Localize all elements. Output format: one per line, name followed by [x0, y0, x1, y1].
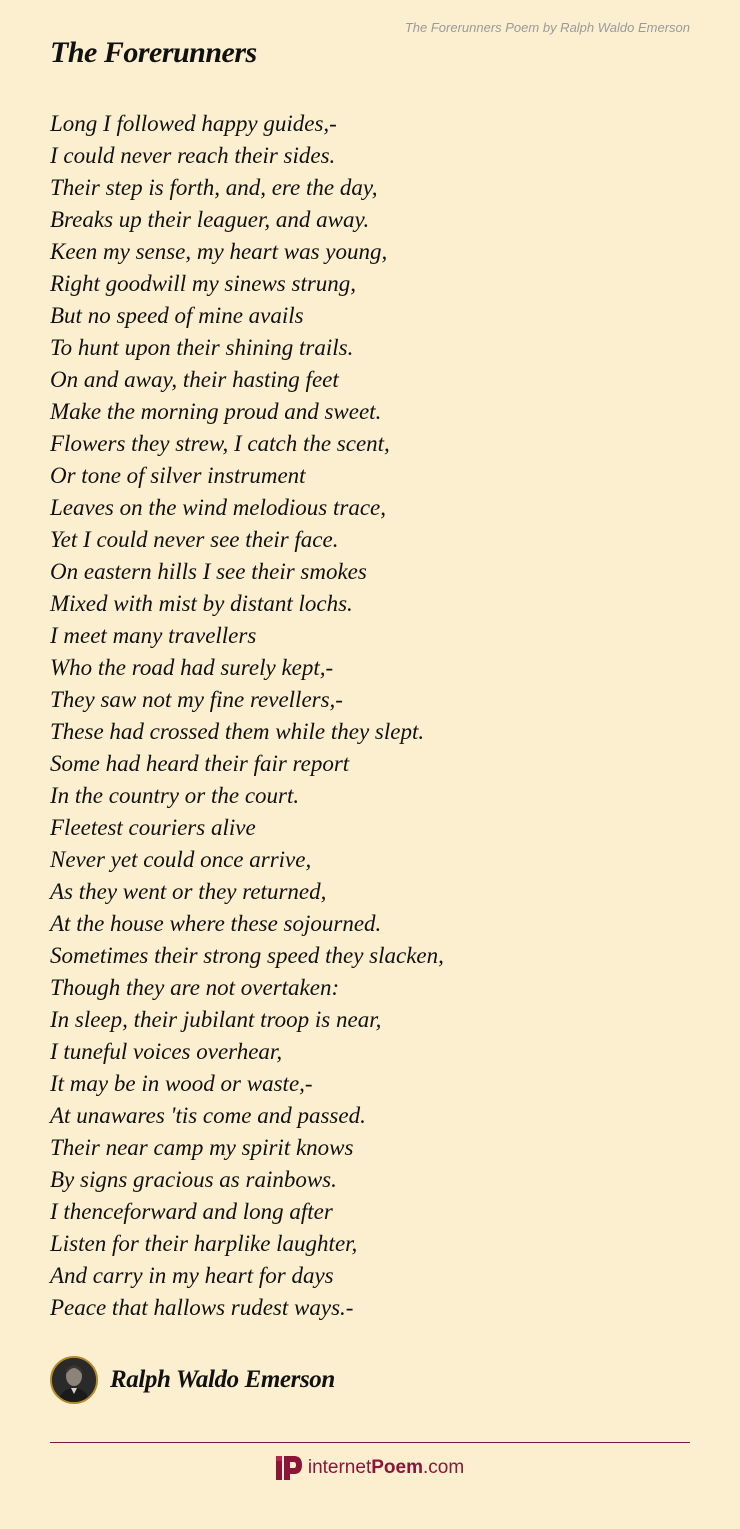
poem-line: At the house where these sojourned.	[50, 911, 382, 936]
poem-line: Long I followed happy guides,-	[50, 111, 337, 136]
poem-line: Flowers they strew, I catch the scent,	[50, 431, 390, 456]
poem-line: Listen for their harplike laughter,	[50, 1231, 358, 1256]
poem-line: As they went or they returned,	[50, 879, 327, 904]
footer-brand[interactable]	[0, 1455, 740, 1481]
poem-line: Some had heard their fair report	[50, 751, 350, 776]
poem-line: These had crossed them while they slept.	[50, 719, 425, 744]
internetpoem-logo-icon	[276, 1455, 302, 1481]
poem-line: Fleetest couriers alive	[50, 815, 256, 840]
poem-line: At unawares 'tis come and passed.	[50, 1103, 366, 1128]
poem-line: Sometimes their strong speed they slacken,	[50, 943, 444, 968]
poem-line: Right goodwill my sinews strung,	[50, 271, 357, 296]
poem-body	[50, 108, 444, 1324]
brand-wordmark[interactable]	[308, 1457, 464, 1479]
poem-line: On eastern hills I see their smokes	[50, 559, 367, 584]
author-name[interactable]: Ralph Waldo Emerson	[110, 1366, 335, 1393]
poem-line: In the country or the court.	[50, 783, 300, 808]
footer-divider	[50, 1442, 690, 1443]
poem-line: Make the morning proud and sweet.	[50, 399, 382, 424]
author-avatar[interactable]	[50, 1356, 98, 1404]
poem-title: The Forerunners	[50, 36, 257, 69]
poem-line: I tuneful voices overhear,	[50, 1039, 283, 1064]
poem-line: Yet I could never see their face.	[50, 527, 339, 552]
poem-line: Mixed with mist by distant lochs.	[50, 591, 353, 616]
poem-line: Their near camp my spirit knows	[50, 1135, 354, 1160]
poem-line: It may be in wood or waste,-	[50, 1071, 313, 1096]
poem-line: Who the road had surely kept,-	[50, 655, 334, 680]
poem-line: In sleep, their jubilant troop is near,	[50, 1007, 382, 1032]
poem-line: I thenceforward and long after	[50, 1199, 333, 1224]
poem-line: And carry in my heart for days	[50, 1263, 334, 1288]
poem-line: Leaves on the wind melodious trace,	[50, 495, 387, 520]
brand-suffix: .com	[422, 1457, 465, 1478]
poem-line: On and away, their hasting feet	[50, 367, 339, 392]
poem-line: I could never reach their sides.	[50, 143, 336, 168]
poem-line: Never yet could once arrive,	[50, 847, 312, 872]
poem-line: Keen my sense, my heart was young,	[50, 239, 388, 264]
poem-line: I meet many travellers	[50, 623, 257, 648]
brand-regular: internet	[307, 1457, 372, 1478]
poem-line: They saw not my fine revellers,-	[50, 687, 343, 712]
poem-line: Though they are not overtaken:	[50, 975, 340, 1000]
poem-line: Peace that hallows rudest ways.-	[50, 1295, 354, 1320]
poem-line: To hunt upon their shining trails.	[50, 335, 354, 360]
poem-line: Breaks up their leaguer, and away.	[50, 207, 370, 232]
author-block[interactable]	[50, 1356, 335, 1404]
brand-bold: Poem	[371, 1457, 423, 1478]
poem-line: Or tone of silver instrument	[50, 463, 306, 488]
author-portrait-icon	[52, 1358, 96, 1402]
poem-caption: The Forerunners Poem by Ralph Waldo Emerson	[404, 20, 690, 35]
poem-line: But no speed of mine avails	[50, 303, 304, 328]
poem-line: By signs gracious as rainbows.	[50, 1167, 337, 1192]
poem-line: Their step is forth, and, ere the day,	[50, 175, 378, 200]
